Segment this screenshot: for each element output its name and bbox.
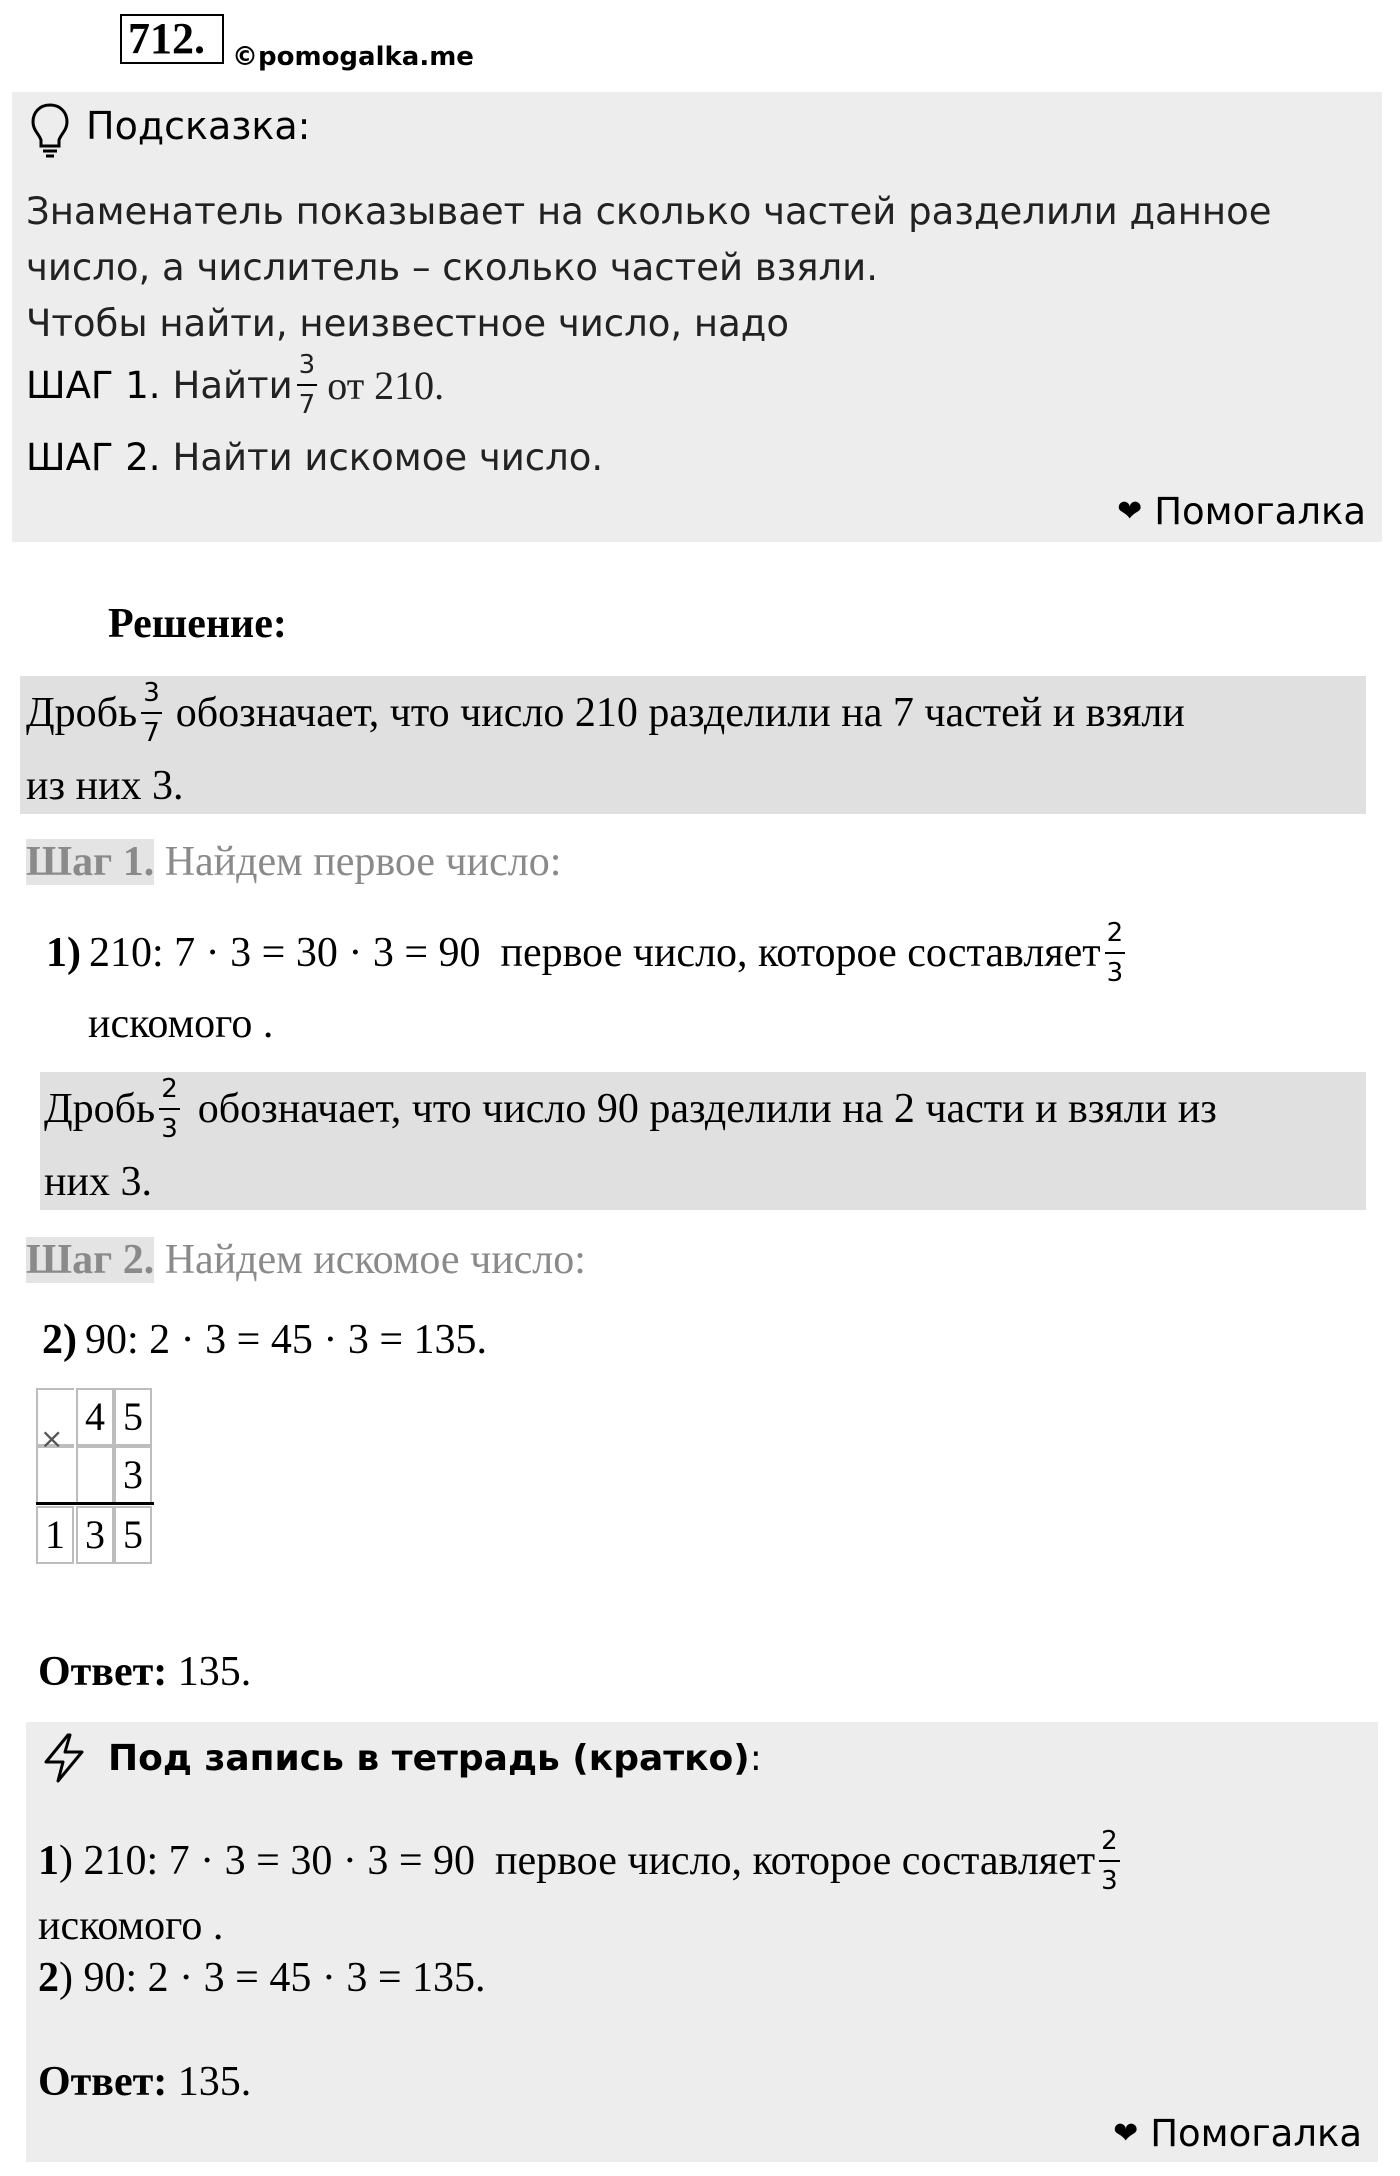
step-2-label: Шаг 2. bbox=[26, 1237, 155, 1283]
answer-label: Ответ: bbox=[38, 1649, 168, 1695]
hint-line-1: Знаменатель показывает на сколько частей разделили данное bbox=[26, 190, 1272, 233]
fraction: $\frac{3}{7}$ bbox=[143, 678, 160, 748]
step-1-text: Найдем первое число: bbox=[164, 839, 562, 885]
brand-badge bbox=[1117, 490, 1366, 533]
fraction: $\frac{3}{7}$ bbox=[298, 350, 316, 420]
hint-step-2-text: Найти искомое число. bbox=[172, 436, 604, 479]
grid-cell: 1 bbox=[36, 1506, 74, 1564]
hint-step-1-text: Найти bbox=[172, 363, 293, 407]
brand-badge-bottom bbox=[1113, 2112, 1362, 2155]
eq-1-expr: 210: 7 · 3 = 30 · 3 = 90 bbox=[89, 930, 481, 976]
step-2 bbox=[26, 1236, 586, 1284]
sum-line bbox=[36, 1502, 154, 1505]
short-line-2: 2) 90: 2 · 3 = 45 · 3 = 135. bbox=[38, 1955, 486, 2001]
hint-line-2: число, а числитель – сколько частей взяли. bbox=[26, 246, 878, 289]
grid-cell: 5 bbox=[114, 1388, 152, 1446]
equation-2 bbox=[42, 1316, 487, 1364]
note-2-line-2: них 3. bbox=[44, 1159, 152, 1205]
answer-value: 135. bbox=[177, 1649, 252, 1695]
multiply-sign: × bbox=[40, 1422, 64, 1455]
fraction: $\frac{2}{3}$ bbox=[1106, 918, 1124, 988]
task-number: 712. bbox=[128, 14, 205, 63]
brand-label: Помогалка bbox=[1150, 2112, 1362, 2155]
hint-title: Подсказка: bbox=[86, 104, 311, 148]
eq-1-post: первое число, которое составляет bbox=[500, 930, 1101, 976]
heart-icon: ❤ bbox=[1113, 2116, 1139, 2151]
eq-1-label: 1) bbox=[46, 930, 81, 976]
site-watermark: ©pomogalka.me bbox=[232, 42, 474, 72]
note-2-line-1: Дробь $\frac{2}{3}$ обозначает, что число 90 разделили на 2 части и взяли из bbox=[44, 1074, 1217, 1144]
short-answer: Ответ: 135. bbox=[38, 2059, 252, 2105]
hint-step-2-label: ШАГ 2. bbox=[26, 436, 161, 479]
step-2-text: Найдем искомое число: bbox=[164, 1237, 586, 1283]
step-1-label: Шаг 1. bbox=[26, 839, 155, 885]
fraction: $\frac{2}{3}$ bbox=[161, 1074, 178, 1144]
hint-step-1-tail: от 210. bbox=[327, 362, 445, 408]
short-title: Под запись в тетрадь (кратко): bbox=[108, 1738, 762, 1779]
fraction: $\frac{2}{3}$ bbox=[1101, 1826, 1118, 1896]
eq-2-label: 2) bbox=[42, 1317, 77, 1363]
short-line-1: 1 ) 210: 7 · 3 = 30 · 3 = 90 первое число, которое составляет $\frac{2}{3}$ bbox=[38, 1826, 1118, 1896]
grid-cell: 5 bbox=[114, 1506, 152, 1564]
grid-cell bbox=[76, 1446, 114, 1504]
equation-1-line-2: искомого . bbox=[88, 1001, 274, 1047]
multiplication-grid bbox=[36, 1388, 156, 1564]
hint-line-3: Чтобы найти, неизвестное число, надо bbox=[26, 302, 790, 345]
note-1-line-2: из них 3. bbox=[26, 763, 184, 809]
equation-1 bbox=[46, 920, 1129, 986]
task-number-box bbox=[120, 14, 224, 64]
hint-step-1-label: ШАГ 1. bbox=[26, 363, 161, 407]
hint-step-2 bbox=[26, 436, 603, 479]
answer bbox=[38, 1648, 251, 1696]
grid-cell: 3 bbox=[114, 1446, 152, 1504]
note-1-line-1: Дробь $\frac{3}{7}$ обозначает, что число 210 разделили на 7 частей и взяли bbox=[26, 678, 1185, 748]
short-line-1b: искомого . bbox=[38, 1903, 224, 1949]
solution-title: Решение: bbox=[108, 601, 287, 647]
lightbulb-icon bbox=[30, 102, 70, 158]
grid-cell: 4 bbox=[76, 1388, 114, 1446]
heart-icon: ❤ bbox=[1117, 494, 1143, 529]
lightning-icon bbox=[40, 1732, 88, 1784]
grid-cell: 3 bbox=[76, 1506, 114, 1564]
hint-step-1 bbox=[26, 352, 444, 418]
brand-label: Помогалка bbox=[1154, 490, 1366, 533]
eq-2-expr: 90: 2 · 3 = 45 · 3 = 135. bbox=[85, 1317, 488, 1363]
step-1 bbox=[26, 838, 561, 886]
